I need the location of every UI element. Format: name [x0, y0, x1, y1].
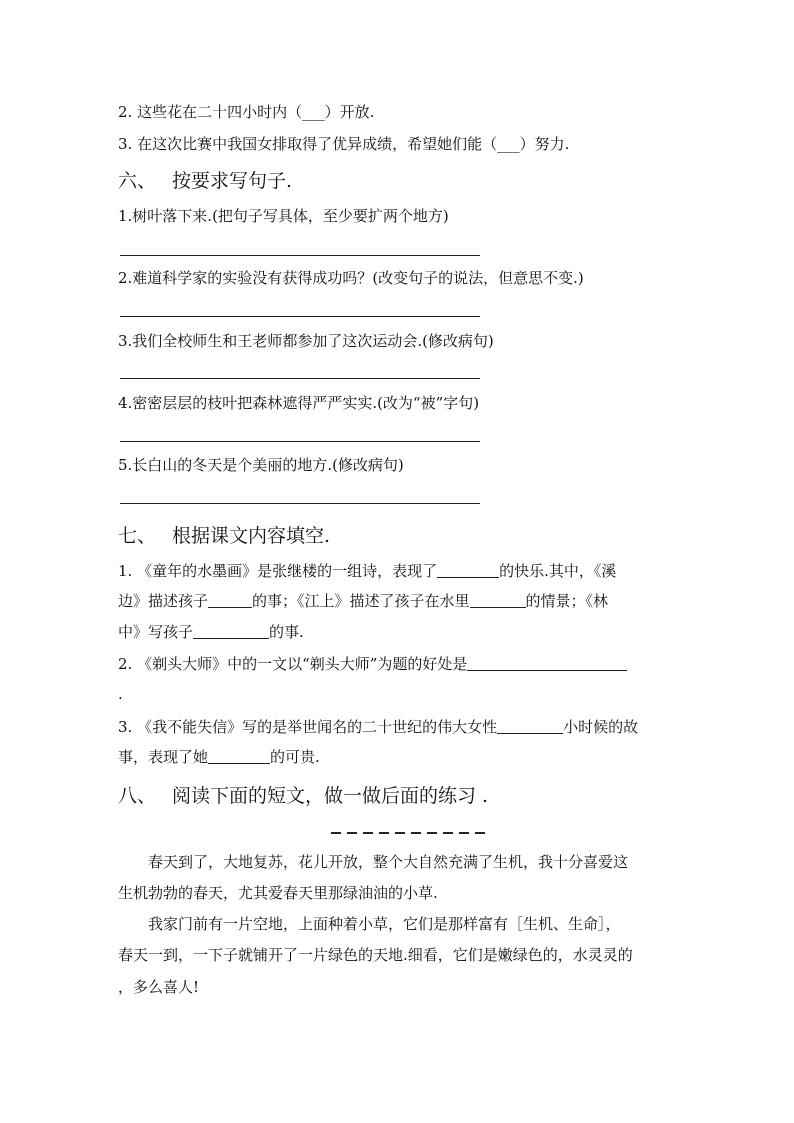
s8-heading	[118, 784, 488, 808]
passage-p2-line-2: 春天一到，一下子就铺开了一片绿色的天地.细看，它们是嫩绿色的，水灵灵的	[118, 946, 633, 964]
s7-q3-blank-1[interactable]	[497, 719, 563, 734]
s7-q3-blank-2[interactable]	[208, 749, 270, 764]
s7-q1-text: 的事.	[269, 623, 304, 641]
s7-q2-line-1	[118, 654, 627, 674]
s5-q2-text-a: 2. 这些花在二十四小时内（	[118, 103, 303, 121]
passage-p2-line-3: ，多么喜人!	[118, 978, 200, 996]
s7-q1-blank-1[interactable]	[437, 563, 499, 578]
s8-number: 八、	[118, 785, 157, 807]
s7-q1-text: 的快乐.其中，《溪	[499, 562, 617, 580]
s7-q2-blank[interactable]	[467, 656, 627, 671]
s5-question-3	[118, 134, 569, 154]
s7-q2-text: 2. 《剃头大师》中的一文以“剃头大师”为题的好处是	[118, 655, 468, 673]
s8-title: 阅读下面的短文，做一做后面的练习 .	[172, 785, 489, 807]
s6-title: 按要求写句子.	[172, 170, 293, 192]
s7-q1-text: 边》描述孩子	[118, 592, 209, 610]
s6-answer-line-3[interactable]	[120, 378, 480, 379]
passage-title-blank[interactable]	[331, 832, 489, 834]
s5-q2-text-b: ）开放.	[324, 103, 375, 121]
s7-q3-text: 小时候的故	[563, 718, 639, 736]
s7-q2-end: .	[118, 685, 123, 703]
s7-q1-text: 的情景；《林	[525, 592, 609, 610]
s7-q1-text: 1. 《童年的水墨画》是张继楼的一组诗，表现了	[118, 562, 438, 580]
s7-q1-text: 中》写孩子	[118, 623, 194, 641]
s7-q1-blank-4[interactable]	[193, 624, 269, 639]
s6-item: 4.密密层层的枝叶把森林遮得严严实实.(改为“被”字句)	[118, 394, 480, 412]
s7-q3-text: 的可贵.	[270, 748, 320, 766]
s7-q1-line-2	[118, 591, 608, 611]
s7-q3-text: 事，表现了她	[118, 748, 209, 766]
passage-p1-line-1: 春天到了，大地复苏，花儿开放，整个大自然充满了生机，我十分喜爱这	[148, 853, 629, 871]
passage-p2-line-1: 我家门前有一片空地，上面种着小草，它们是那样富有［生机、生命］，	[148, 915, 621, 933]
s7-number: 七、	[118, 525, 157, 547]
s5-question-2	[118, 102, 374, 122]
s7-q1-line-1	[118, 561, 616, 581]
s6-answer-line-2[interactable]	[120, 316, 480, 317]
s6-answer-line-1[interactable]	[120, 255, 480, 256]
s7-q1-text: 的事；《江上》描述了孩子在水里	[252, 592, 470, 610]
s5-q3-text-a: 3. 在这次比赛中我国女排取得了优异成绩，希望她们能（	[118, 135, 498, 153]
s6-heading	[118, 169, 292, 193]
s6-item: 1.树叶落下来.(把句子写具体，至少要扩两个地方)	[118, 207, 449, 225]
s7-q3-line-1	[118, 717, 638, 737]
s6-item: 3.我们全校师生和王老师都参加了这次运动会.(修改病句)	[118, 332, 494, 350]
s7-title: 根据课文内容填空.	[172, 525, 331, 547]
s7-heading	[118, 524, 330, 548]
s5-q3-text-b: ）努力.	[519, 135, 570, 153]
s6-number: 六、	[118, 170, 157, 192]
s6-item: 5.长白山的冬天是个美丽的地方.(修改病句)	[118, 456, 404, 474]
s7-q1-blank-3[interactable]	[470, 593, 526, 608]
s7-q1-line-3	[118, 622, 304, 642]
passage-p1-line-2: 生机勃勃的春天，尤其爱春天里那绿油油的小草.	[118, 884, 438, 902]
s6-answer-line-4[interactable]	[120, 441, 480, 442]
s5-q3-blank[interactable]: ___	[497, 135, 520, 153]
s5-q2-blank[interactable]: ___	[302, 103, 325, 121]
s7-q3-text: 3. 《我不能失信》写的是举世闻名的二十世纪的伟大女性	[118, 718, 498, 736]
s7-q1-blank-2[interactable]	[208, 593, 252, 608]
s6-item: 2.难道科学家的实验没有获得成功吗？(改变句子的说法，但意思不变.)	[118, 269, 584, 287]
s6-answer-line-5[interactable]	[120, 503, 480, 504]
s7-q3-line-2	[118, 747, 320, 767]
